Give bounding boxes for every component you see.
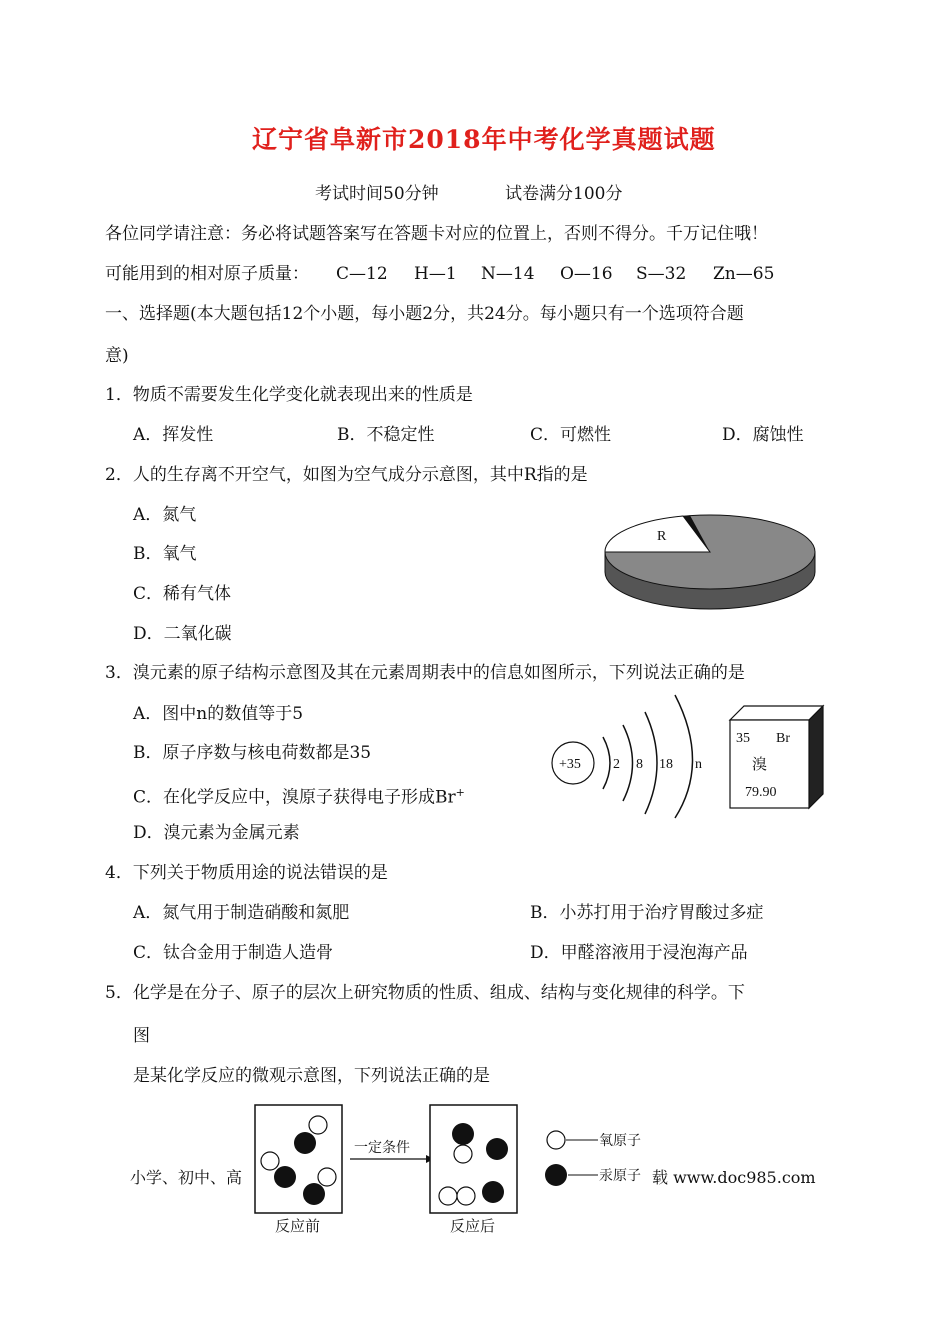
reaction-micro-diagram	[250, 1100, 690, 1240]
element-name: 溴	[752, 757, 768, 773]
shell-4-electrons: n	[695, 757, 702, 772]
after-label: 反应后	[450, 1219, 496, 1235]
before-mercury-atom	[294, 1132, 316, 1154]
q3-stem: 3．溴元素的原子结构示意图及其在元素周期表中的信息如图所示，下列说法正确的是	[105, 663, 745, 683]
cube-side	[809, 706, 823, 808]
atomic-mass-h: H—1	[414, 264, 457, 284]
after-oxygen-atom	[457, 1187, 475, 1205]
exam-time: 考试时间50分钟	[315, 184, 439, 204]
page-title: 辽宁省阜新市2018年中考化学真题试题	[252, 125, 716, 154]
legend-oxygen-label: 氧原子	[599, 1134, 641, 1149]
q1-stem: 1．物质不需要发生化学变化就表现出来的性质是	[105, 385, 473, 405]
reaction-condition: 一定条件	[354, 1141, 410, 1156]
q4-option-a: A．氮气用于制造硝酸和氮肥	[133, 903, 350, 923]
section-heading-cont: 意)	[105, 346, 129, 366]
atomic-mass-s: S—32	[636, 264, 687, 284]
q4-stem: 4．下列关于物质用途的说法错误的是	[105, 863, 388, 883]
shell-2-electrons: 8	[636, 757, 643, 772]
legend-mercury-icon	[545, 1164, 567, 1186]
shell-3-electrons: 18	[659, 757, 673, 772]
q2-option-d: D．二氧化碳	[133, 624, 232, 644]
atomic-mass-n: N—14	[481, 264, 535, 284]
atomic-mass-o: O—16	[560, 264, 613, 284]
before-mercury-atom	[274, 1166, 296, 1188]
before-oxygen-atom	[261, 1152, 279, 1170]
q1-option-a: A．挥发性	[133, 425, 214, 445]
section-heading: 一、选择题(本大题包括12个小题，每小题2分，共24分。每小题只有一个选项符合题	[105, 304, 744, 324]
q2-stem: 2．人的生存离不开空气，如图为空气成分示意图，其中R指的是	[105, 465, 588, 485]
atomic-mass-c: C—12	[336, 264, 388, 284]
q2-option-c: C．稀有气体	[133, 584, 232, 604]
after-mercury-atom	[486, 1138, 508, 1160]
shell-arc-2	[623, 725, 633, 801]
after-oxygen-atom	[454, 1145, 472, 1163]
after-mercury-atom	[482, 1181, 504, 1203]
shell-arc-1	[603, 737, 610, 789]
after-mercury-atom	[452, 1123, 474, 1145]
q3-option-c-sup: +	[455, 786, 465, 799]
legend-oxygen-icon	[547, 1131, 565, 1149]
q4-option-c: C．钛合金用于制造人造骨	[133, 943, 334, 963]
q4-option-b: B．小苏打用于治疗胃酸过多症	[530, 903, 764, 923]
shell-arc-4	[675, 695, 693, 818]
atomic-mass-zn: Zn—65	[713, 264, 775, 284]
before-mercury-atom	[303, 1183, 325, 1205]
watermark-right: 载 www.doc985.com	[652, 1168, 816, 1187]
q3-option-c	[133, 782, 465, 809]
before-oxygen-atom	[309, 1116, 327, 1134]
pie-label-r: R	[657, 529, 667, 544]
q5-stem-cont2: 是某化学反应的微观示意图，下列说法正确的是	[133, 1066, 490, 1086]
element-mass: 79.90	[745, 785, 777, 800]
q3-option-b: B．原子序数与核电荷数都是35	[133, 743, 372, 763]
air-composition-pie	[595, 500, 825, 615]
notice: 各位同学请注意：务必将试题答案写在答题卡对应的位置上，否则不得分。千万记住哦！	[105, 224, 768, 244]
q1-option-d: D．腐蚀性	[722, 425, 804, 445]
cube-top	[730, 706, 823, 720]
q3-option-d: D．溴元素为金属元素	[133, 823, 300, 843]
watermark-left: 小学、初中、高	[130, 1168, 243, 1187]
q1-option-b: B．不稳定性	[337, 425, 435, 445]
q3-option-a: A．图中n的数值等于5	[133, 704, 304, 724]
q5-stem-cont: 图	[133, 1026, 150, 1046]
q4-option-d: D．甲醛溶液用于浸泡海产品	[530, 943, 748, 963]
q5-stem: 5．化学是在分子、原子的层次上研究物质的性质、组成、结构与变化规律的科学。下	[105, 983, 745, 1003]
before-oxygen-atom	[318, 1168, 336, 1186]
before-label: 反应前	[275, 1219, 321, 1235]
element-number: 35	[736, 731, 750, 746]
nucleus-charge: +35	[559, 757, 581, 772]
q2-option-b: B．氧气	[133, 544, 197, 564]
q3-option-c-text: C．在化学反应中，溴原子获得电子形成Br	[133, 787, 456, 808]
shell-1-electrons: 2	[613, 757, 620, 772]
exam-score: 试卷满分100分	[505, 184, 623, 204]
element-symbol: Br	[776, 731, 790, 746]
q1-option-c: C．可燃性	[530, 425, 612, 445]
legend-mercury-label: 汞原子	[599, 1169, 641, 1184]
after-oxygen-atom	[439, 1187, 457, 1205]
q2-option-a: A．氮气	[133, 505, 197, 525]
shell-arc-3	[645, 712, 657, 814]
atomic-mass-label: 可能用到的相对原子质量：	[105, 264, 309, 284]
bromine-atom-diagram	[545, 690, 835, 820]
